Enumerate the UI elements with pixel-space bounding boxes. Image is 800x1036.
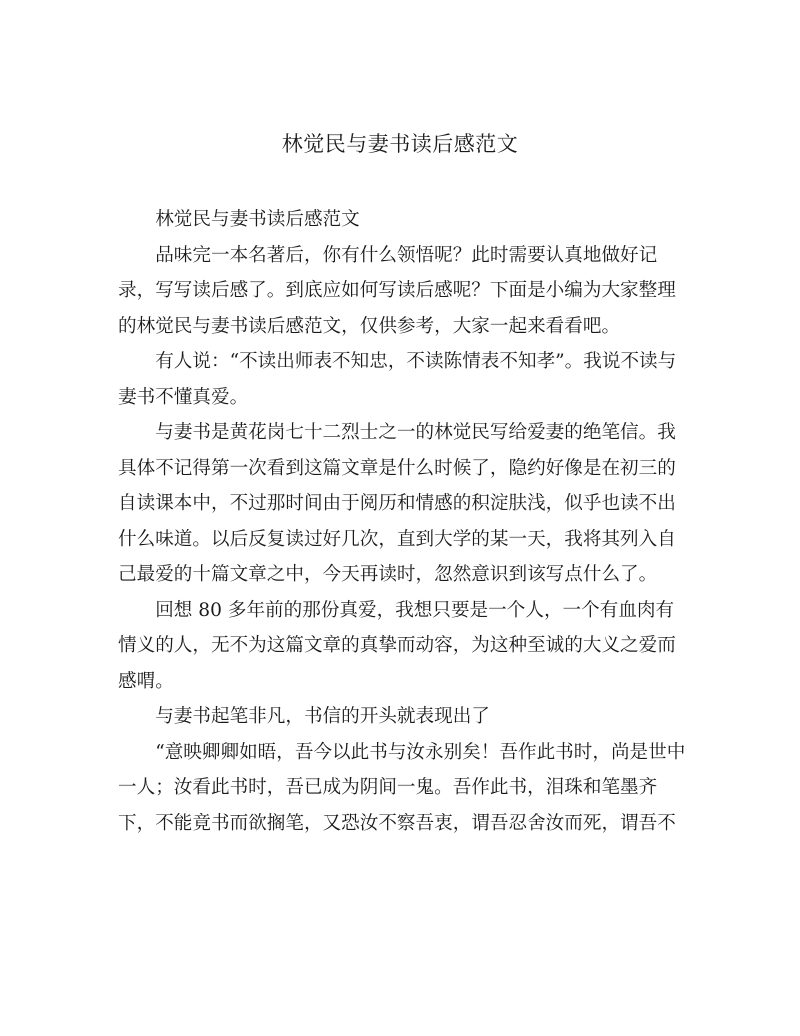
paragraph: “意映卿卿如晤，吾今以此书与汝永别矣！吾作此书时，尚是世中一人；汝看此书时，吾已成为阴间一鬼。吾作此书，泪珠和笔墨齐下，不能竟书而欲搁笔，又恐汝不察吾衷，谓吾忍舍汝而死，谓吾不 <box>118 741 686 834</box>
paragraph: 有人说：“不读出师表不知忠，不读陈情表不知孝”。我说不读与妻书不懂真爱。 <box>118 351 677 408</box>
document-body <box>118 202 688 841</box>
paragraph: 回想 80 多年前的那份真爱，我想只要是一个人，一个有血肉有情义的人，无不为这篇文章的真挚而动容，为这种至诚的大义之爱而感喟。 <box>118 599 676 692</box>
paragraph: 与妻书是黄花岗七十二烈士之一的林觉民写给爱妻的绝笔信。我具体不记得第一次看到这篇文章是什么时候了，隐约好像是在初三的自读课本中，不过那时间由于阅历和情感的积淀肤浅，似乎也读不出什么味道。以后反复读过好几次，直到大学的某一天，我将其列入自己最爱的十篇文章之中，今天再读时，忽然意识到该写点什么了。 <box>118 422 676 585</box>
paragraph: 品味完一本名著后，你有什么领悟呢？此时需要认真地做好记录，写写读后感了。到底应如何写读后感呢？下面是小编为大家整理的林觉民与妻书读后感范文，仅供参考，大家一起来看看吧。 <box>118 244 676 337</box>
document-subtitle: 林觉民与妻书读后感范文 <box>155 209 360 230</box>
paragraph: 与妻书起笔非凡，书信的开头就表现出了 <box>155 706 490 727</box>
document-title: 林觉民与妻书读后感范文 <box>281 132 519 156</box>
